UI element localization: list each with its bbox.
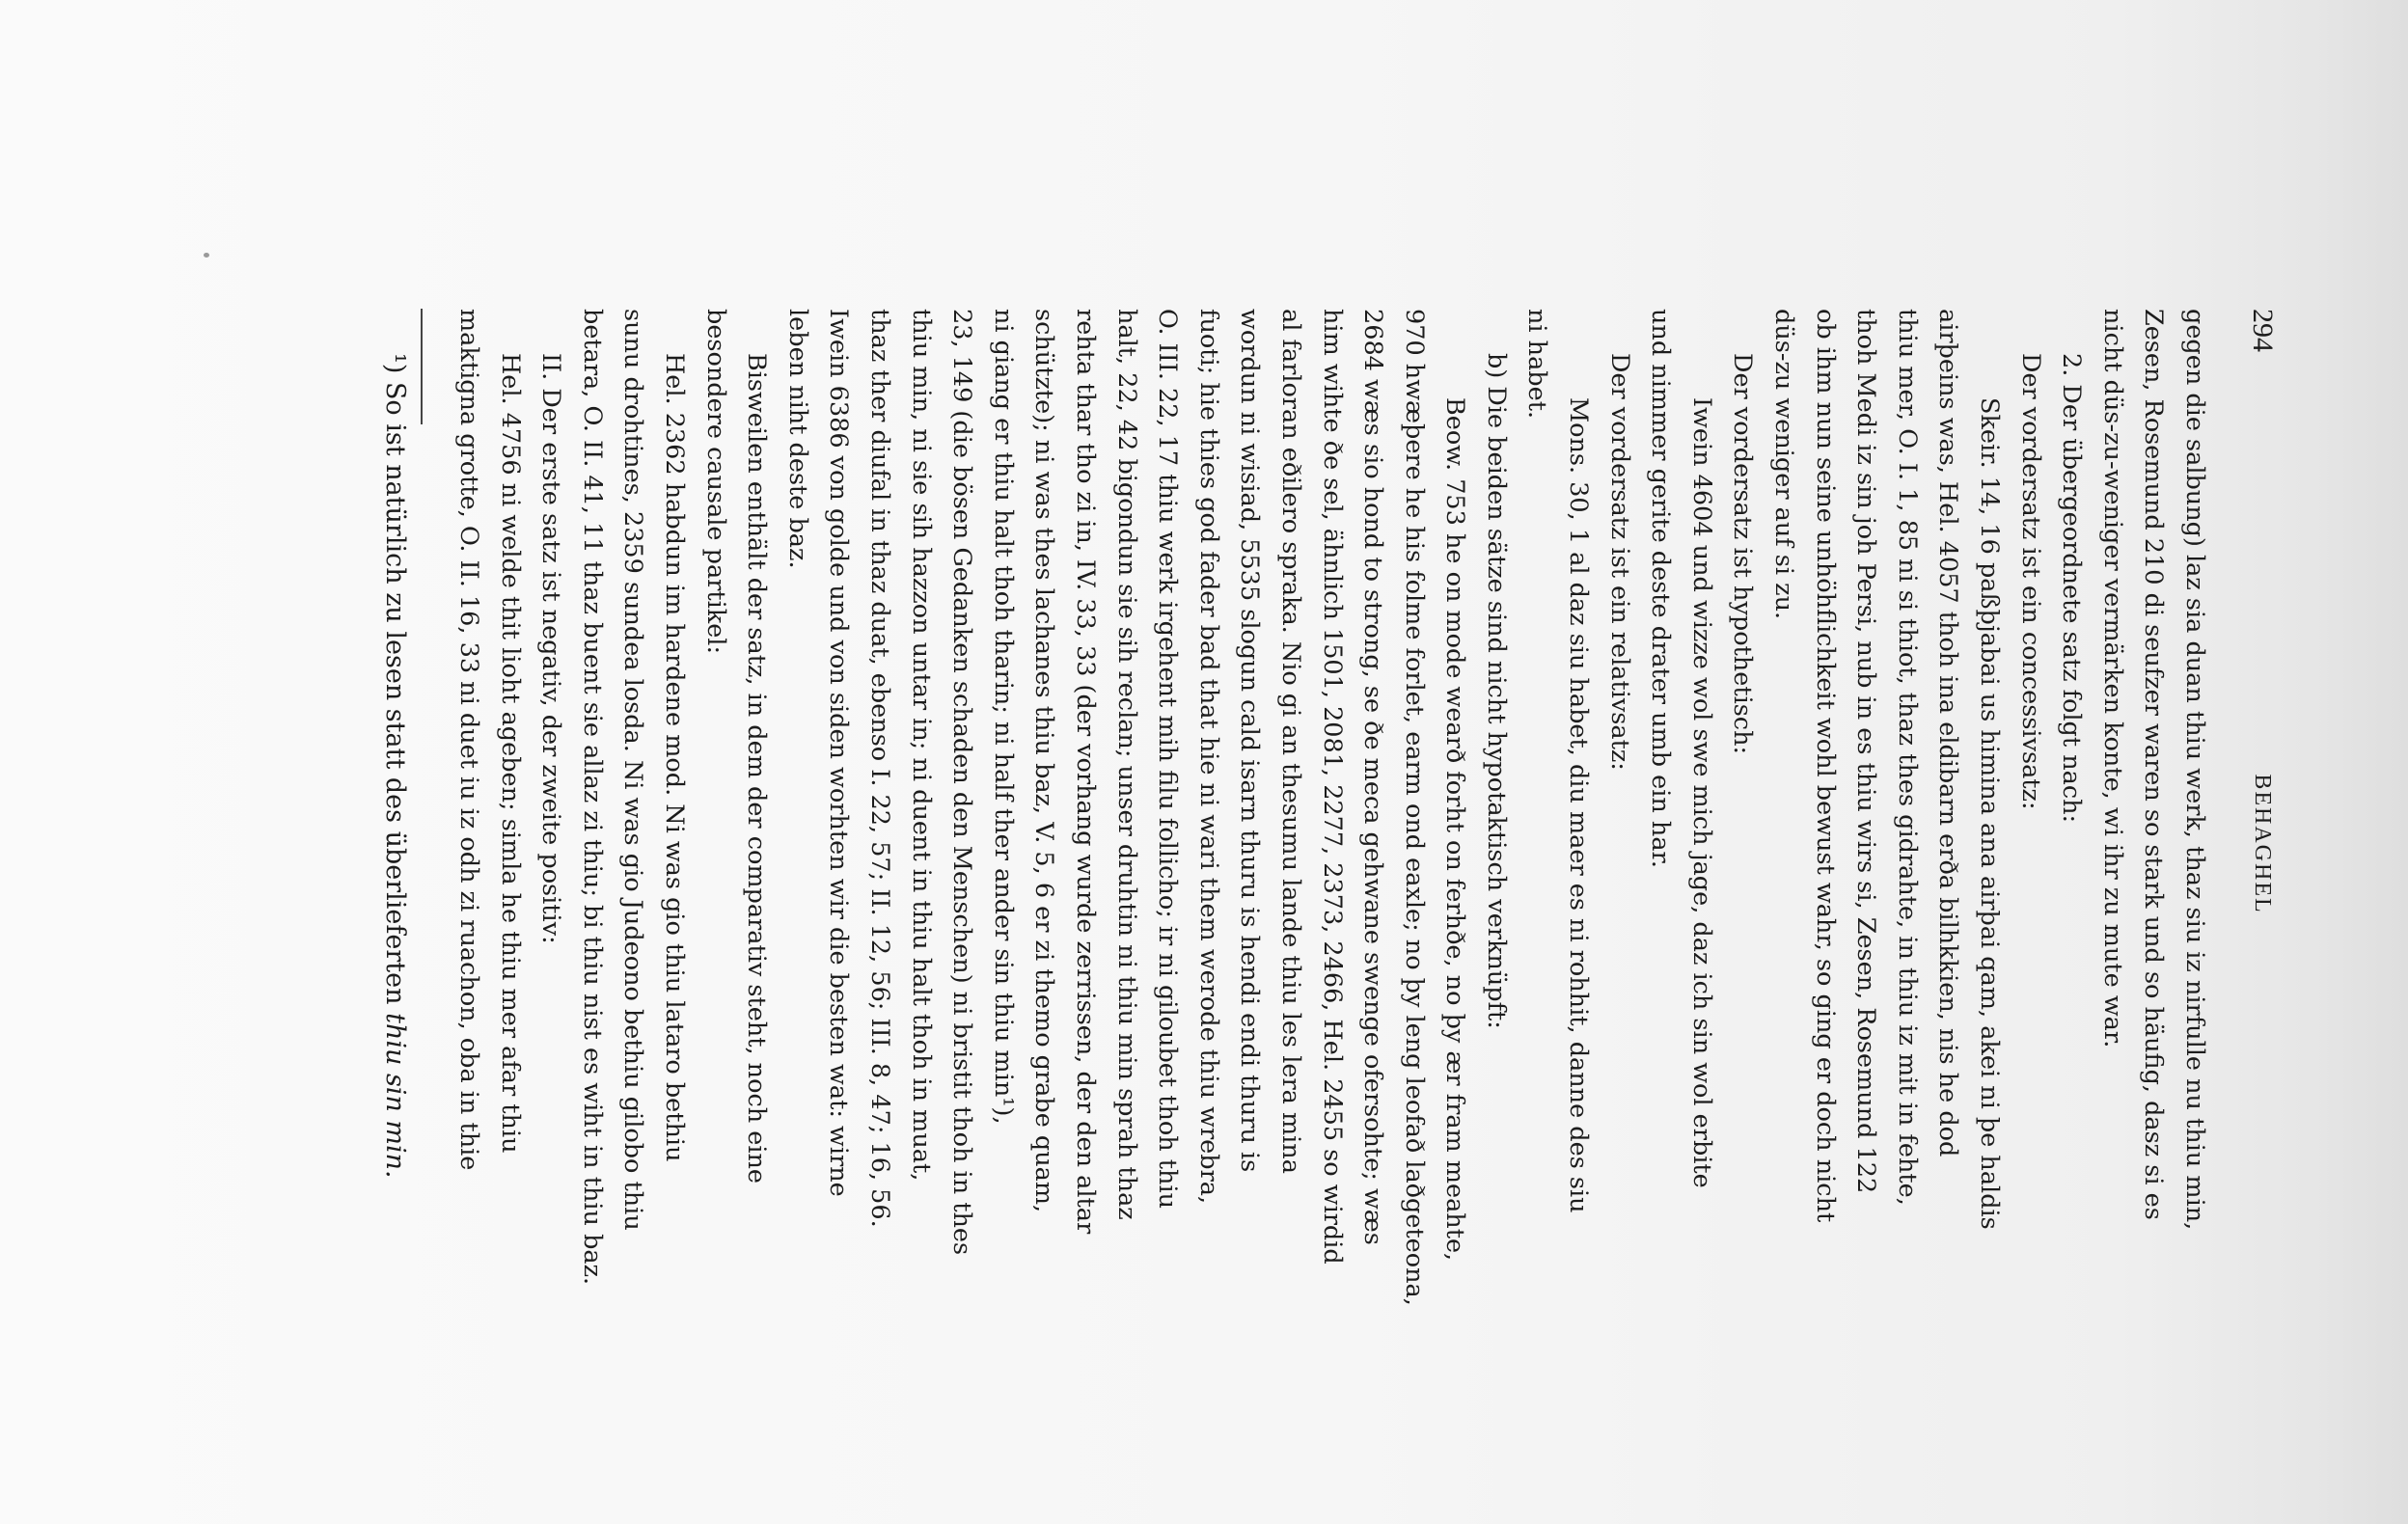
text-line: thiu mer, O. I. 1, 85 ni si thiot, thaz thes gidrahte, in thiu iz mit in fehte, bbox=[1892, 309, 1922, 1206]
text-line: rehta thar tho zi in, IV. 33, 33 (der vorhang wurde zerrissen, der den altar bbox=[1070, 309, 1100, 1235]
text-line: düs-zu weniger auf si zu. bbox=[1769, 309, 1799, 620]
text-line: Hel. 4756 ni welde thit lioht ageben; simla he thiu mer afar thiu bbox=[495, 353, 525, 1154]
page-number: 294 bbox=[2247, 309, 2279, 352]
section-heading: b) Die beiden sätze sind nicht hypotaktisch verknüpft: bbox=[1481, 353, 1511, 1029]
text-line: thiu min, ni sie sih hazzon untar in; ni duent in thiu halt thoh in muat, bbox=[906, 309, 936, 1182]
text-line: airþeins was, Hel. 4057 thoh ina eldibarn erða bilhkkien, nis he dod bbox=[1933, 309, 1963, 1157]
text-line: thaz ther diufal in thaz duat, ebenso I. 22, 57; II. 12, 56; III. 8, 47; 16, 56. bbox=[865, 309, 894, 1228]
text-line: ob ihm nun seine unhöhflichkeit wohl bewust wahr, so ging er doch nicht bbox=[1810, 309, 1840, 1223]
text-line: gegen die salbung) laz sia duan thiu werk, thaz siu iz nirfulle nu thiu min, bbox=[2180, 309, 2209, 1231]
section-heading: 2. Der übergeordnete satz folgt nach: bbox=[2057, 353, 2087, 824]
text-line: nicht düs-zu-weniger vermärken konte, wi ihr zu mute war. bbox=[2097, 309, 2127, 1048]
text-line: O. III. 22, 17 thiu werk irgehent mih filu follicho; ir ni giloubet thoh thiu bbox=[1153, 309, 1183, 1210]
text-line: al farloran eðilero spraka. Nio gi an thesumu lande thiu les lera mina bbox=[1275, 309, 1305, 1174]
text-line: Bisweilen enthält der satz, in dem der comparativ steht, noch eine bbox=[742, 353, 772, 1184]
footnote-emphasis: thiu sin min. bbox=[380, 1013, 411, 1179]
subsection-heading: Der vordersatz ist ein concessivsatz: bbox=[2015, 353, 2045, 810]
page-header bbox=[2240, 309, 2283, 1379]
text-line: Skeir. 14, 16 paßþjabai us himina ana airþai qam, akei ni þe haldis bbox=[1975, 397, 2005, 1230]
section-heading: II. Der erste satz ist negativ, der zweite positiv: bbox=[536, 353, 566, 944]
text-line: und nimmer gerite deste drater umb ein har. bbox=[1646, 309, 1676, 869]
subsection-heading: Der vordersatz ist hypothetisch: bbox=[1728, 353, 1758, 755]
running-head: BEHAGHEL bbox=[2250, 774, 2275, 914]
text-line: Iwein 4604 und wizze wol swe mich jage, daz ich sin wol erbite bbox=[1686, 397, 1716, 1188]
text-line: Iwein 6386 von golde und von siden worhten wir die besten wat: wirne bbox=[824, 309, 854, 1197]
text-line: leben niht deste baz. bbox=[782, 309, 812, 569]
text-line: maktigna grotte, O. II. 16, 33 ni duet iu iz odh zi ruachon, oba in thie bbox=[454, 309, 484, 1171]
text-line: 970 hwæþere he his folme forlet, earm ond eaxle; no þy leng leofað laðgeteona, bbox=[1399, 309, 1429, 1306]
scan-speck bbox=[204, 253, 209, 258]
text-line: Mons. 30, 1 al daz siu habet, diu maer es ni rohhit, danne des siu bbox=[1564, 397, 1594, 1213]
text-line: wordun ni wisiad, 5535 slogun cald isarn thuru is hendi endi thuru is bbox=[1235, 309, 1265, 1173]
text-line: 2684 wæs sio hond to strong, se ðe meca gehwane swenge ofersohte; wæs bbox=[1358, 309, 1388, 1245]
footnote-text: ¹) So ist natürlich zu lesen statt des überlieferten bbox=[380, 353, 411, 1005]
text-line: Hel. 2362 habdun im hardene mod. Ni was gio thiu lataro bethiu bbox=[660, 353, 690, 1162]
text-line: betara, O. II. 41, 11 thaz buent sie allaz zi thiu; bi thiu nist es wiht in thiu baz. bbox=[577, 309, 607, 1286]
subsection-heading: Der vordersatz ist ein relativsatz: bbox=[1604, 353, 1634, 771]
text-line: halt, 22, 42 bigondun sie sih reclan; unser druhtin ni thiu min sprah thaz bbox=[1111, 309, 1141, 1220]
text-line: fuoti; hie thies god fader bad that hie ni wari them werode thiu wrebra, bbox=[1193, 309, 1223, 1205]
text-line: thoh Medi iz sin joh Persi, nub in es thiu wirs si, Zesen, Rosemund 122 bbox=[1851, 309, 1881, 1194]
text-line: Beow. 753 he on mode wearð forht on ferhðe, no þy ær fram meahte, bbox=[1440, 397, 1470, 1262]
text-line: sunu drohtines, 2359 sundea losda. Ni was gio Judeono bethiu gilobo thiu bbox=[618, 309, 648, 1231]
text-line: schützte); ni was thes lachanes thiu baz, V. 5, 6 er zi themo grabe quam, bbox=[1029, 309, 1059, 1213]
text-line: 23, 149 (die bösen Gedanken schaden den Menschen) ni bristit thoh in thes bbox=[947, 309, 977, 1256]
book-page bbox=[0, 19, 2408, 1505]
text-line: ni habet. bbox=[1522, 309, 1552, 420]
text-line: him wihte ðe sel, ähnlich 1501, 2081, 2277, 2373, 2466, Hel. 2455 so wirdid bbox=[1317, 309, 1347, 1265]
text-line: ni giang er thiu halt thoh tharin; ni half ther ander sin thiu min¹), bbox=[988, 309, 1018, 1125]
text-line: Zesen, Rosemund 210 di seufzer waren so stark und so häufig, dasz si es bbox=[2139, 309, 2169, 1220]
text-line: besondere causale partikel: bbox=[700, 309, 730, 655]
footnote bbox=[374, 309, 416, 1379]
page-text-block bbox=[374, 309, 2283, 1379]
footnote-divider bbox=[421, 309, 423, 424]
